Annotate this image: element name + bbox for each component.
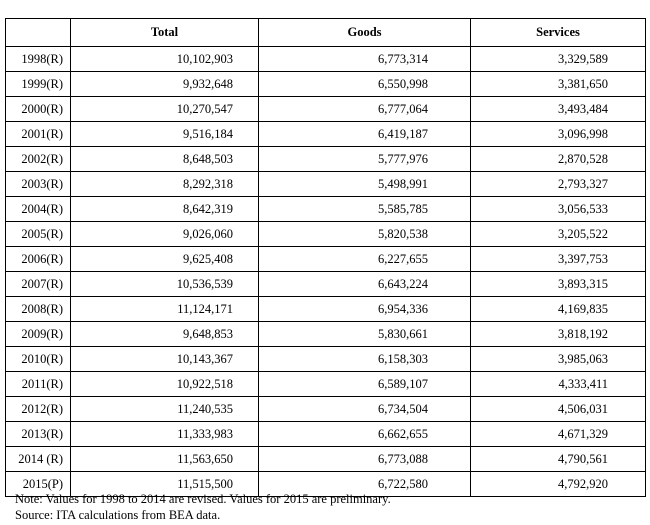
- cell-year: 1998(R): [6, 47, 71, 72]
- cell-services: 4,169,835: [471, 297, 646, 322]
- cell-services: 3,329,589: [471, 47, 646, 72]
- cell-year: 2002(R): [6, 147, 71, 172]
- cell-total: 9,648,853: [71, 322, 259, 347]
- cell-total: 8,648,503: [71, 147, 259, 172]
- data-table: [5, 18, 646, 497]
- cell-total: 10,922,518: [71, 372, 259, 397]
- cell-year: 2008(R): [6, 297, 71, 322]
- header-goods: Goods: [259, 19, 471, 47]
- cell-services: 4,506,031: [471, 397, 646, 422]
- cell-year: 2004(R): [6, 197, 71, 222]
- cell-year: 2013(R): [6, 422, 71, 447]
- cell-goods: 6,954,336: [259, 297, 471, 322]
- cell-services: 3,381,650: [471, 72, 646, 97]
- cell-goods: 6,643,224: [259, 272, 471, 297]
- table-row: [6, 272, 646, 297]
- cell-services: 3,096,998: [471, 122, 646, 147]
- header-total: Total: [71, 19, 259, 47]
- cell-goods: 5,498,991: [259, 172, 471, 197]
- cell-total: 9,625,408: [71, 247, 259, 272]
- cell-year: 2006(R): [6, 247, 71, 272]
- header-services: Services: [471, 19, 646, 47]
- cell-year: 2014 (R): [6, 447, 71, 472]
- cell-year: 1999(R): [6, 72, 71, 97]
- cell-year: 2015(P): [6, 472, 71, 497]
- cell-services: 3,397,753: [471, 247, 646, 272]
- table-row: [6, 297, 646, 322]
- cell-year: 2011(R): [6, 372, 71, 397]
- cell-goods: 6,550,998: [259, 72, 471, 97]
- cell-total: 11,563,650: [71, 447, 259, 472]
- cell-services: 4,792,920: [471, 472, 646, 497]
- cell-goods: 5,585,785: [259, 197, 471, 222]
- cell-services: 3,056,533: [471, 197, 646, 222]
- cell-total: 9,516,184: [71, 122, 259, 147]
- table-row: [6, 122, 646, 147]
- cell-total: 8,292,318: [71, 172, 259, 197]
- cell-goods: 6,158,303: [259, 347, 471, 372]
- cell-year: 2010(R): [6, 347, 71, 372]
- cell-total: 11,333,983: [71, 422, 259, 447]
- table-row: [6, 97, 646, 122]
- cell-goods: 6,227,655: [259, 247, 471, 272]
- cell-services: 3,985,063: [471, 347, 646, 372]
- table-row: [6, 422, 646, 447]
- cell-year: 2012(R): [6, 397, 71, 422]
- cell-services: 4,790,561: [471, 447, 646, 472]
- table-row: [6, 72, 646, 97]
- cell-total: 11,240,535: [71, 397, 259, 422]
- cell-year: 2000(R): [6, 97, 71, 122]
- cell-total: 10,102,903: [71, 47, 259, 72]
- cell-goods: 6,662,655: [259, 422, 471, 447]
- cell-services: 3,818,192: [471, 322, 646, 347]
- table-row: [6, 347, 646, 372]
- table-row: [6, 147, 646, 172]
- cell-goods: 5,830,661: [259, 322, 471, 347]
- cell-year: 2001(R): [6, 122, 71, 147]
- table-row: [6, 47, 646, 72]
- cell-goods: 6,773,314: [259, 47, 471, 72]
- cell-total: 8,642,319: [71, 197, 259, 222]
- table-row: [6, 222, 646, 247]
- cell-year: 2009(R): [6, 322, 71, 347]
- cell-goods: 6,722,580: [259, 472, 471, 497]
- cell-services: 3,493,484: [471, 97, 646, 122]
- cell-goods: 6,773,088: [259, 447, 471, 472]
- cell-goods: 6,734,504: [259, 397, 471, 422]
- cell-goods: 6,777,064: [259, 97, 471, 122]
- cell-goods: 6,589,107: [259, 372, 471, 397]
- note-line: Note: Values for 1998 to 2014 are revised. Values for 2015 are preliminary.: [15, 492, 391, 506]
- cell-goods: 5,777,976: [259, 147, 471, 172]
- cell-goods: 6,419,187: [259, 122, 471, 147]
- footnotes: [15, 491, 391, 523]
- cell-total: 10,536,539: [71, 272, 259, 297]
- cell-goods: 5,820,538: [259, 222, 471, 247]
- cell-services: 4,333,411: [471, 372, 646, 397]
- table-body: [6, 47, 646, 497]
- table-header-row: [6, 19, 646, 47]
- cell-year: 2005(R): [6, 222, 71, 247]
- table-row: [6, 447, 646, 472]
- cell-year: 2007(R): [6, 272, 71, 297]
- cell-services: 4,671,329: [471, 422, 646, 447]
- table-row: [6, 322, 646, 347]
- cell-total: 11,515,500: [71, 472, 259, 497]
- cell-services: 2,793,327: [471, 172, 646, 197]
- cell-services: 3,205,522: [471, 222, 646, 247]
- header-year: [6, 19, 71, 47]
- table-row: [6, 197, 646, 222]
- cell-services: 3,893,315: [471, 272, 646, 297]
- source-line: Source: ITA calculations from BEA data.: [15, 508, 221, 522]
- cell-total: 10,143,367: [71, 347, 259, 372]
- cell-year: 2003(R): [6, 172, 71, 197]
- table-row: [6, 247, 646, 272]
- table-row: [6, 372, 646, 397]
- cell-total: 9,026,060: [71, 222, 259, 247]
- table-row: [6, 397, 646, 422]
- cell-total: 9,932,648: [71, 72, 259, 97]
- cell-services: 2,870,528: [471, 147, 646, 172]
- table-row: [6, 172, 646, 197]
- cell-total: 11,124,171: [71, 297, 259, 322]
- cell-total: 10,270,547: [71, 97, 259, 122]
